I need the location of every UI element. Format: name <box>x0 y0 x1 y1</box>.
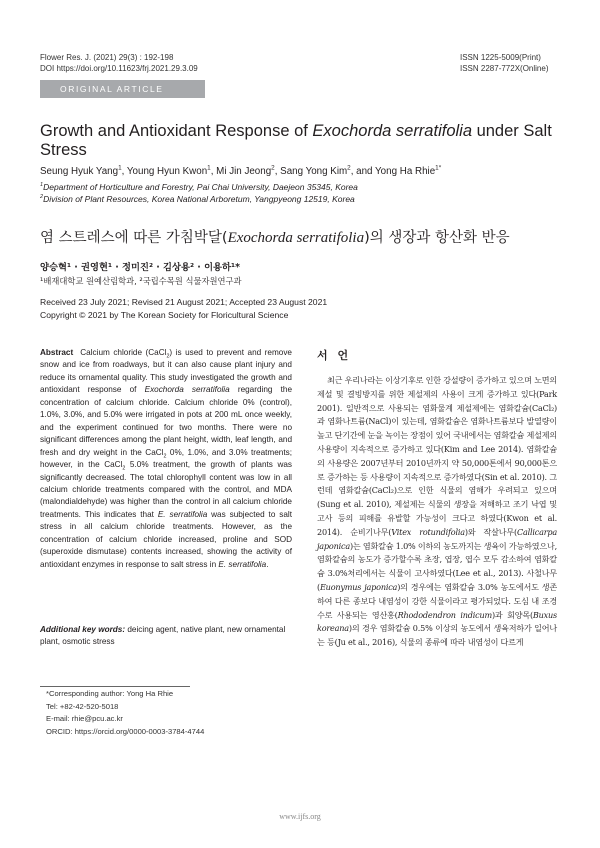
title-species: Exochorda serratifolia <box>312 122 472 140</box>
title-part2: under Salt Stress <box>40 122 552 159</box>
article-title <box>40 122 570 160</box>
issn-print: ISSN 1225-5009(Print) <box>460 53 541 62</box>
corresponding-tel: Tel: +82-42-520-5018 <box>46 701 119 711</box>
received-dates: Received 23 July 2021; Revised 21 August 2021; Accepted 23 August 2021 <box>40 297 328 307</box>
corresponding-email[interactable]: E-mail: rhie@pcu.ac.kr <box>46 714 123 723</box>
title-part1: Growth and Antioxidant Response of <box>40 122 313 140</box>
author-list: Seung Hyuk Yang$^1$, Young Hyun Kwon$^1$, Mi Jin Jeong$^2$, Sang Yong Kim$^2$, and Yong Ha Rhie$^{1*}$ <box>40 164 442 177</box>
korean-title: 염 스트레스에 따른 가침박달(Exochorda serratifolia)의 생장과 항산화 반응 <box>40 230 510 246</box>
author-1: Seung Hyuk Yang <box>40 166 119 177</box>
author-5: and Yong Ha Rhie <box>356 166 436 177</box>
correspondence <box>46 688 204 738</box>
copyright-line: Copyright © 2021 by The Korean Society for Floricultural Science <box>40 310 289 320</box>
corresponding-orcid[interactable]: ORCID: https://orcid.org/0000-0003-3784-4744 <box>46 726 205 736</box>
keywords: Additional key words: deicing agent, native plant, new ornamental plant, osmotic stress <box>40 625 286 647</box>
section-heading-introduction: 서 언 <box>317 349 352 362</box>
footnote-divider <box>40 686 190 687</box>
issn-online: ISSN 2287-772X(Online) <box>460 64 549 73</box>
journal-citation: Flower Res. J. (2021) 29(3) : 192-198 <box>40 53 174 62</box>
korean-affiliations: ¹배재대학교 원예산림학과, ²국립수목원 식물자원연구과 <box>40 276 242 286</box>
footer-website[interactable]: www.ijfs.org <box>279 812 321 821</box>
affiliation-1: $^1$Department of Horticulture and Forestry, Pai Chai University, Daejeon 35345, Korea <box>40 182 358 192</box>
doi-link[interactable]: DOI https://doi.org/10.11623/frj.2021.29.3.09 <box>40 64 198 73</box>
abstract-label: Abstract <box>40 348 74 357</box>
introduction-body: 최근 우리나라는 이상기후로 인한 강설량이 증가하고 있으며 노면의 제설 및 결빙방지를 위한 제설제의 사용이 크게 증가하고 있다(Park 2001). 일반적으로 사용되는 염화물계 제설제에는 염화칼슘(CaCl₂)과 염화나트륨(NaCl)이 있는데, 염화칼슘은 염화나트륨보다 발열량이 높고 단기간에 눈을 녹이는 장점이 있어 국내에서는 염화칼슘 제설제의 사용량이 지속적으로 증가하고 있다(Kim and Lee 2014). 염화칼슘의 사용량은 2007년부터 2010년까지 약 50,000톤에서 90,000톤으로 증가하는 등 사용량이 지속적으로 증가하였다(Sin et al. 2010). 그런데 염화칼슘(CaCl₂)으로 인한 식물의 염해가 우려되고 있으며(Sung et al. 2010), 제설제는 식물의 생장을 저해하고 조기 낙엽 및 고사 등의 피해를 유발할 가능성이 크다고 하였다(Kwon et al. 2014). 순비기나무(Vitex rotundifolia)와 작살나무(Callicarpa japonica)는 염화칼슘 1.0% 이하의 농도까지는 생육이 가능하였으나, 염화칼슘의 농도가 증가할수록 초장, 엽장, 엽수 모두 감소하여 염화칼슘 3.0%처리에서는 식물이 고사하였다(Lee et al., 2013). 사철나무(Euonymus japonica)의 경우에는 염화칼슘 3.0% 농도에서도 생존하여 다른 종보다 내염성이 강한 식물이라고 평가되었다. 도심 내 조경수로 사용되는 영산홍(Rhododendron indicum)과 회양목(Buxus koreana)의 경우 염화칼슘 0.5% 이상의 농도에서 생육저하가 일어나는 등(Ju et al., 2016), 식물의 종류에 따라 내염성이 다르게 <box>317 375 558 648</box>
corresponding-author: *Corresponding author: Yong Ha Rhie <box>46 689 174 698</box>
abstract: Abstract Calcium chloride (CaCl$_2$) is used to prevent and remove snow and ice from roadways, but it can also cause plant injury and reduce its ornamental quality. This study investigated the growth and antioxidant response of Exochorda serratifolia regarding the concentration of calcium chloride. Calcium chloride 0% (control), 1.0%, 3.0%, and 5.0% were irrigated in pots at 200 mL once weekly, and the experiment continued for two months. There were no significant differences among the plant height, width, leaf length, and fresh and dry weight in the CaCl$_2$ 0%, 1.0%, and 3.0% treatments; however, in the CaCl$_2$ 5.0% treatment, the growth of plants was significantly decreased. The total chlorophyll content was low in all calcium chloride treatments compared with the control, and MDA (malondialdehyde) was higher than the control in all calcium chloride treatments. This indicates that E. serratifolia was subjected to salt stress in all calcium chloride treatments. However, as the concentration of calcium chloride increased, proline and SOD (superoxide dismutase) contents increased, showing the activity of antioxidant enzymes in response to salt stress in E. serratifolia. <box>40 348 293 569</box>
author-2: Young Hyun Kwon <box>126 166 208 177</box>
korean-authors: 양승혁¹ · 권영현¹ · 정미진² · 김상용² · 이용하¹* <box>40 262 240 273</box>
affiliation-2: $^2$Division of Plant Resources, Korea National Arboretum, Yangpyeong 12519, Korea <box>40 194 355 204</box>
article-type-badge: ORIGINAL ARTICLE <box>40 80 205 98</box>
author-3: Mi Jin Jeong <box>216 166 272 177</box>
keywords-label: Additional key words: <box>40 625 126 634</box>
author-4: Sang Yong Kim <box>280 166 348 177</box>
